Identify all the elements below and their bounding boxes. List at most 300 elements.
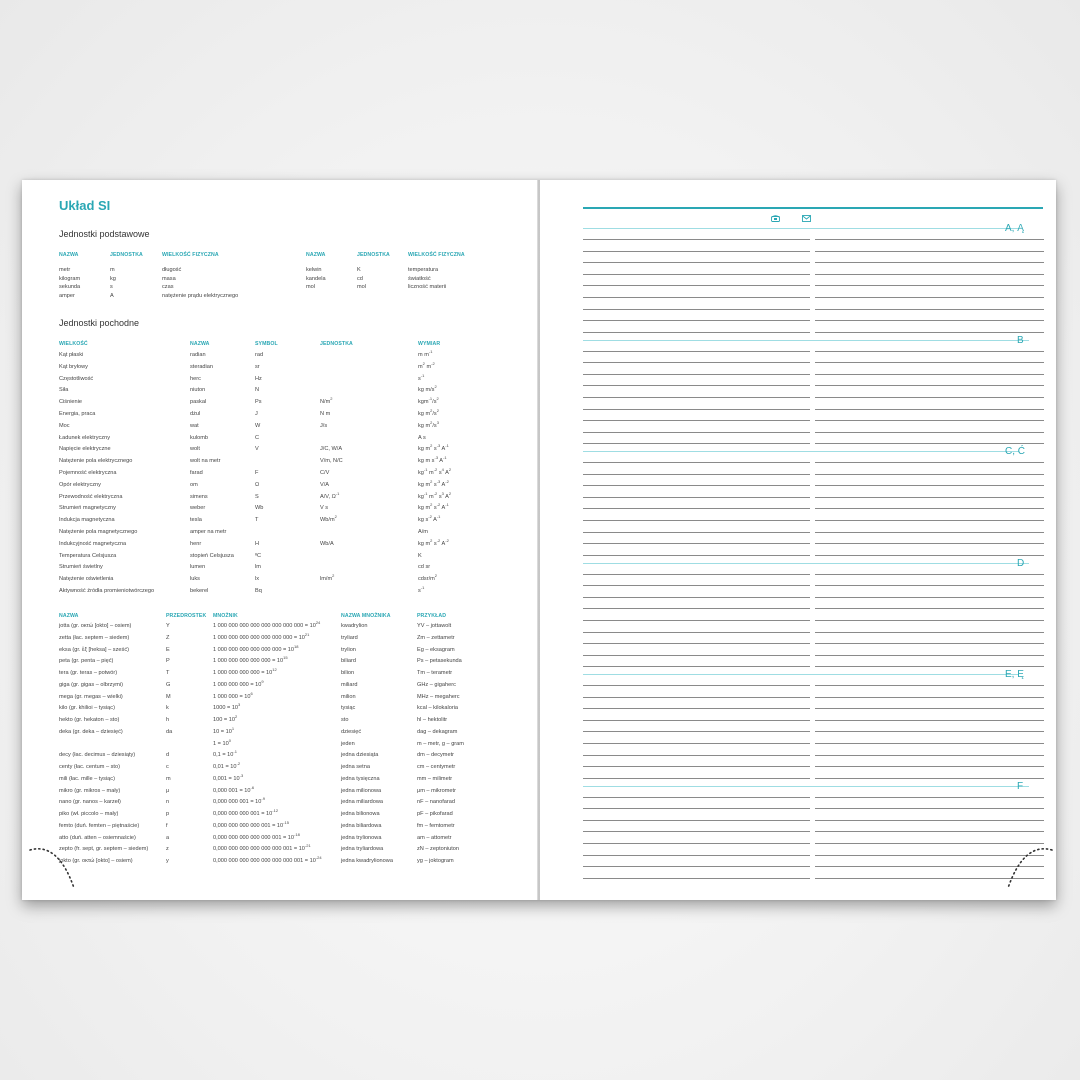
prefixes-cell: decy (łac. decimus – dziesiąty) xyxy=(59,752,136,759)
writing-line[interactable] xyxy=(583,251,810,252)
prefixes-cell: $0,001 = 10^{-3}$ xyxy=(213,772,244,782)
writing-line[interactable] xyxy=(815,778,1044,779)
prefixes-cell: E xyxy=(166,646,170,653)
derived-units-cell: wolt xyxy=(190,446,200,453)
prefixes-cell: Zm – zettametr xyxy=(417,634,455,641)
writing-line[interactable] xyxy=(583,720,810,721)
prefixes-cell: deka (gr. deka – dziesięć) xyxy=(59,728,123,735)
prefixes-cell: m xyxy=(166,775,171,782)
writing-line[interactable] xyxy=(815,820,1044,821)
derived-units-cell: lx xyxy=(255,576,260,583)
prefixes-cell: 1 000 000 $000 = 10^9$ xyxy=(213,678,264,688)
writing-line[interactable] xyxy=(583,866,810,867)
writing-line[interactable] xyxy=(815,274,1044,275)
prefixes-header: PRZYKŁAD xyxy=(417,613,447,619)
derived-units-cell: Natężenie pola magnetycznego xyxy=(59,529,138,535)
email-icon xyxy=(802,215,811,222)
writing-line[interactable] xyxy=(815,731,1044,732)
section-rule xyxy=(583,451,1019,452)
prefixes-header: NAZWA xyxy=(59,613,79,619)
left-page xyxy=(22,180,538,900)
base-units-cell: światłość xyxy=(408,275,431,282)
writing-line[interactable] xyxy=(815,543,1044,544)
derived-units-cell: Strumień świetlny xyxy=(59,564,103,571)
prefixes-cell: zepto (fr. sept, gr. septem – siedem) xyxy=(59,846,149,853)
derived-units-header: WYMIAR xyxy=(418,341,441,347)
derived-units-cell: $N/m^2$ xyxy=(320,396,333,406)
derived-units-cell: J xyxy=(255,411,258,417)
prefixes-cell: jedna trylionowa xyxy=(341,834,382,841)
prefixes-cell: $100 = 10^2$ xyxy=(213,714,238,723)
prefixes-cell: jeden xyxy=(341,740,355,747)
writing-line[interactable] xyxy=(583,708,810,709)
prefixes-cell: mega (gr. megas – wielki) xyxy=(59,693,123,700)
base-units-cell: kilogram xyxy=(59,275,81,282)
derived-units-cell: V/A xyxy=(320,481,330,488)
writing-line[interactable] xyxy=(583,743,810,744)
corner-dots-decoration-right xyxy=(1002,844,1054,894)
phone-icon xyxy=(771,215,780,222)
prefixes-cell: 1 000 000 000 000 000 000 $000 = 10^{21}$ xyxy=(213,631,310,641)
prefixes-cell: Tm – terametr xyxy=(417,670,453,676)
base-units-cell: natężenie prądu elektrycznego xyxy=(162,292,239,299)
derived-units-cell: wolt na metr xyxy=(190,458,221,465)
derived-units-header: JEDNOSTKA xyxy=(320,341,353,347)
writing-line[interactable] xyxy=(815,332,1044,333)
writing-line[interactable] xyxy=(583,685,810,686)
base-units-cell: kandela xyxy=(306,275,326,282)
writing-line[interactable] xyxy=(815,743,1044,744)
writing-line[interactable] xyxy=(583,508,810,509)
writing-line[interactable] xyxy=(815,462,1044,463)
derived-units-cell: kg $m^2$ $s^{-3}$ $A^{-1}$ xyxy=(418,443,449,453)
derived-units-cell: cdsr/$m^2$ xyxy=(418,573,438,583)
prefixes-cell: jedna kwadrylionowa xyxy=(341,858,393,864)
derived-units-cell: kg $m/s^2$ xyxy=(418,384,437,394)
derived-units-cell: Kąt bryłowy xyxy=(59,363,88,370)
writing-line[interactable] xyxy=(815,497,1044,498)
writing-line[interactable] xyxy=(815,643,1044,644)
derived-units-cell: $m^2$ $m^{-2}$ xyxy=(418,360,435,370)
writing-line[interactable] xyxy=(815,351,1044,352)
writing-line[interactable] xyxy=(583,620,810,621)
derived-units-cell: bekerel xyxy=(190,588,209,594)
prefixes-cell: μ xyxy=(166,787,170,794)
prefixes-cell: dag – dekagram xyxy=(417,728,458,735)
prefixes-cell: $1 = 10^0$ xyxy=(213,737,231,747)
writing-line[interactable] xyxy=(583,420,810,421)
prefixes-header: NAZWA MNOŻNIKA xyxy=(341,613,391,619)
writing-line[interactable] xyxy=(583,274,810,275)
writing-line[interactable] xyxy=(583,555,810,556)
derived-units-cell: henr xyxy=(190,540,202,547)
writing-line[interactable] xyxy=(815,297,1044,298)
prefixes-cell: 1 000 000 000 000 000 000 000 $000 = 10^{24}$ xyxy=(213,620,321,629)
base-units-cell: mol xyxy=(357,284,367,290)
base-units-cell: sekunda xyxy=(59,284,81,290)
prefixes-cell: 0,000 000 $001 = 10^{-9}$ xyxy=(213,796,265,806)
base-units-cell: czas xyxy=(162,284,174,290)
prefixes-cell: GHz – gigaherc xyxy=(417,681,456,688)
derived-units-cell: dżul xyxy=(190,411,201,417)
derived-units-cell: A/m xyxy=(418,529,428,535)
writing-line[interactable] xyxy=(815,385,1044,386)
prefixes-cell: jedna setna xyxy=(341,764,370,770)
prefixes-cell: G xyxy=(166,681,171,688)
writing-line[interactable] xyxy=(583,643,810,644)
prefixes-cell: kilo (gr. khilioi – tysiąc) xyxy=(59,705,115,712)
writing-line[interactable] xyxy=(815,520,1044,521)
prefixes-cell: 0,000 000 000 000 $001 = 10^{-15}$ xyxy=(213,819,289,829)
prefixes-cell: 0,000 000 000 $001 = 10^{-12}$ xyxy=(213,808,279,817)
writing-line[interactable] xyxy=(583,520,810,521)
derived-units-heading: Jednostki pochodne xyxy=(59,318,140,328)
page-title: Układ SI xyxy=(59,198,111,213)
derived-units-cell: kg $m^2/s^2$ xyxy=(418,408,439,417)
writing-line[interactable] xyxy=(815,766,1044,767)
writing-line[interactable] xyxy=(583,497,810,498)
writing-line[interactable] xyxy=(583,262,810,263)
writing-line[interactable] xyxy=(815,555,1044,556)
writing-line[interactable] xyxy=(583,574,810,575)
writing-line[interactable] xyxy=(583,878,810,879)
writing-line[interactable] xyxy=(815,685,1044,686)
writing-line[interactable] xyxy=(815,420,1044,421)
derived-units-cell: C xyxy=(255,434,260,441)
base-units-cell: mol xyxy=(306,284,316,290)
writing-line[interactable] xyxy=(583,332,810,333)
writing-line[interactable] xyxy=(815,251,1044,252)
writing-line[interactable] xyxy=(815,309,1044,310)
prefixes-cell: tera (gr. teras – potwór) xyxy=(59,670,118,676)
writing-line[interactable] xyxy=(815,755,1044,756)
prefixes-header: MNOŻNIK xyxy=(213,613,238,619)
derived-units-cell: V/m, N/C xyxy=(320,458,343,465)
writing-line[interactable] xyxy=(815,620,1044,621)
prefixes-cell: $0,01 = 10^{-2}$ xyxy=(213,761,241,770)
prefixes-cell: jokto (gr. οκτώ [okto] – osiem) xyxy=(59,858,133,864)
derived-units-cell: kg $m^2/s^3$ xyxy=(418,419,439,429)
derived-units-cell: Siła xyxy=(59,387,69,394)
prefixes-cell: y xyxy=(166,858,169,864)
writing-line[interactable] xyxy=(815,532,1044,533)
section-letter: E, Ę xyxy=(1005,669,1024,680)
derived-units-cell: weber xyxy=(190,505,206,512)
writing-line[interactable] xyxy=(583,697,810,698)
writing-line[interactable] xyxy=(583,597,810,598)
derived-units-cell: C/V xyxy=(320,470,330,476)
prefixes-cell: $10 = 10^1$ xyxy=(213,725,235,735)
prefixes-cell: nF – nanofarad xyxy=(417,799,455,806)
writing-line[interactable] xyxy=(583,474,810,475)
prefixes-cell: tysiąc xyxy=(341,705,356,712)
prefixes-cell: hekto (gr. hekaton – sto) xyxy=(59,717,120,723)
writing-line[interactable] xyxy=(583,485,810,486)
prefixes-cell: fm – femtometr xyxy=(417,822,455,829)
writing-line[interactable] xyxy=(815,474,1044,475)
base-units-heading: Jednostki podstawowe xyxy=(59,229,150,239)
prefixes-cell: μm – mikrometr xyxy=(417,787,456,794)
prefixes-cell: d xyxy=(166,752,170,759)
writing-line[interactable] xyxy=(815,708,1044,709)
writing-line[interactable] xyxy=(815,397,1044,398)
writing-line[interactable] xyxy=(815,608,1044,609)
writing-line[interactable] xyxy=(583,543,810,544)
prefixes-cell: jedna dziesiąta xyxy=(341,752,379,759)
prefixes-cell: mm – milimetr xyxy=(417,775,453,782)
derived-units-cell: Temperatura Celsjusza xyxy=(59,552,117,559)
derived-units-cell: stopień Celsjusza xyxy=(190,552,234,559)
prefixes-cell: am – attometr xyxy=(417,834,452,841)
writing-line[interactable] xyxy=(583,843,810,844)
derived-units-cell: kg $m^2$ $s^{-3}$ $A^{-2}$ xyxy=(418,478,449,488)
writing-line[interactable] xyxy=(815,443,1044,444)
writing-line[interactable] xyxy=(583,585,810,586)
derived-units-cell: N xyxy=(255,387,260,394)
prefixes-cell: milion xyxy=(341,693,356,700)
prefixes-cell: 0,000 000 000 000 000 $001 = 10^{-18}$ xyxy=(213,831,300,841)
prefixes-cell: dziesięć xyxy=(341,728,362,735)
section-letter: A, Ą xyxy=(1005,223,1024,234)
prefixes-cell: p xyxy=(166,811,170,817)
writing-line[interactable] xyxy=(583,797,810,798)
writing-line[interactable] xyxy=(815,632,1044,633)
derived-units-header: SYMBOL xyxy=(255,341,278,347)
derived-units-cell: Wb/A xyxy=(320,540,334,547)
writing-line[interactable] xyxy=(815,285,1044,286)
writing-line[interactable] xyxy=(815,409,1044,410)
prefixes-cell: 1 000 000 000 000 $000 = 10^{15}$ xyxy=(213,655,288,665)
section-rule xyxy=(583,674,1019,675)
prefixes-cell: jedna bilionowa xyxy=(341,811,380,817)
base-units-header: JEDNOSTKA xyxy=(357,252,390,258)
prefixes-cell: Eg – eksagram xyxy=(417,646,455,653)
derived-units-cell: kulomb xyxy=(190,434,209,441)
prefixes-cell: giga (gr. gigas – olbrzymi) xyxy=(59,681,124,688)
prefixes-cell: f xyxy=(166,822,168,829)
derived-units-cell: kg $m^2$ $s^{-2}$ $A^{-2}$ xyxy=(418,537,449,547)
writing-line[interactable] xyxy=(583,855,810,856)
derived-units-cell: farad xyxy=(190,470,203,476)
base-units-cell: cd xyxy=(357,275,363,282)
writing-line[interactable] xyxy=(583,285,810,286)
prefixes-cell: jotta (gr. οκτώ [okto] – osiem) xyxy=(59,623,132,629)
writing-line[interactable] xyxy=(583,778,810,779)
prefixes-cell: M xyxy=(166,693,171,700)
derived-units-cell: steradian xyxy=(190,363,214,370)
writing-line[interactable] xyxy=(815,808,1044,809)
derived-units-cell: amper na metr xyxy=(190,529,227,535)
writing-line[interactable] xyxy=(583,239,810,240)
prefixes-cell: mikro (gr. mikros – mały) xyxy=(59,787,121,794)
writing-line[interactable] xyxy=(583,385,810,386)
writing-line[interactable] xyxy=(583,808,810,809)
right-page xyxy=(540,180,1056,900)
base-units-cell: A xyxy=(110,292,114,299)
writing-line[interactable] xyxy=(815,697,1044,698)
section-letter: F xyxy=(1017,780,1024,792)
prefixes-cell: atto (duń. atten – osiemnaście) xyxy=(59,834,136,841)
prefixes-cell: MHz – megaherc xyxy=(417,693,460,700)
derived-units-cell: V xyxy=(255,446,259,453)
prefixes-cell: 0,000 000 000 000 000 000 $001 = 10^{-21}$ xyxy=(213,843,311,853)
prefixes-cell: biliard xyxy=(341,658,356,665)
derived-units-cell: $kg^{-1}$ $m^{-2}$ $s^3$ $A^2$ xyxy=(418,490,452,500)
writing-line[interactable] xyxy=(583,731,810,732)
writing-line[interactable] xyxy=(583,462,810,463)
derived-units-cell: T xyxy=(255,517,259,524)
prefixes-cell: kcal – kilokaloria xyxy=(417,705,459,712)
writing-line[interactable] xyxy=(583,443,810,444)
writing-line[interactable] xyxy=(815,432,1044,433)
writing-line[interactable] xyxy=(583,820,810,821)
prefixes-cell: n xyxy=(166,799,170,806)
derived-units-cell: Pojemność elektryczna xyxy=(59,470,117,476)
derived-units-cell: Strumień magnetyczny xyxy=(59,505,116,512)
derived-units-cell: Bq xyxy=(255,588,262,594)
base-units-header: WIELKOŚĆ FIZYCZNA xyxy=(162,252,219,258)
writing-line[interactable] xyxy=(815,508,1044,509)
prefixes-cell: c xyxy=(166,764,169,770)
derived-units-cell: Hz xyxy=(255,375,262,382)
prefixes-cell: 1 000 $000 = 10^6$ xyxy=(213,690,253,700)
prefixes-cell: jedna tryliardowa xyxy=(341,846,384,853)
base-units-header: WIELKOŚĆ FIZYCZNA xyxy=(408,252,465,258)
derived-units-cell: $s^{-1}$ xyxy=(418,585,425,594)
derived-units-cell: V s xyxy=(320,505,329,512)
derived-units-cell: ºC xyxy=(255,552,262,559)
writing-line[interactable] xyxy=(583,831,810,832)
section-rule xyxy=(583,786,1029,787)
writing-line[interactable] xyxy=(583,320,810,321)
base-units-cell: długość xyxy=(162,267,182,273)
prefixes-cell: centy (łac. centum – sto) xyxy=(59,764,120,770)
writing-line[interactable] xyxy=(583,755,810,756)
writing-line[interactable] xyxy=(583,666,810,667)
derived-units-cell: lm xyxy=(255,564,261,571)
base-units-cell: K xyxy=(357,267,361,273)
prefixes-cell: Z xyxy=(166,634,170,641)
base-units-cell: kg xyxy=(110,275,116,282)
writing-line[interactable] xyxy=(583,608,810,609)
base-units-cell: metr xyxy=(59,267,71,273)
writing-line[interactable] xyxy=(583,532,810,533)
section-rule xyxy=(583,228,1019,229)
base-units-cell: masa xyxy=(162,275,176,282)
writing-line[interactable] xyxy=(583,409,810,410)
writing-line[interactable] xyxy=(815,485,1044,486)
derived-units-cell: $lm/m^2$ xyxy=(320,573,335,583)
writing-line[interactable] xyxy=(815,597,1044,598)
writing-line[interactable] xyxy=(583,655,810,656)
base-units-cell: amper xyxy=(59,292,75,299)
prefixes-cell: z xyxy=(166,846,169,853)
writing-line[interactable] xyxy=(583,351,810,352)
derived-units-cell: W xyxy=(255,422,261,429)
base-units-header: JEDNOSTKA xyxy=(110,252,143,258)
writing-line[interactable] xyxy=(815,585,1044,586)
prefixes-cell: femto (duń. femten – piętnaście) xyxy=(59,822,140,829)
prefixes-cell: yg – joktogram xyxy=(417,858,454,864)
derived-units-cell: J/C, W/A xyxy=(320,446,343,453)
derived-units-cell: Ciśnienie xyxy=(59,399,83,406)
derived-units-cell: N m xyxy=(320,411,331,417)
writing-line[interactable] xyxy=(815,320,1044,321)
writing-line[interactable] xyxy=(583,309,810,310)
writing-line[interactable] xyxy=(583,374,810,375)
prefixes-cell: jedna biliardowa xyxy=(341,822,382,829)
base-units-cell: liczność materii xyxy=(408,284,447,290)
derived-units-cell: Energia, praca xyxy=(59,411,96,417)
derived-units-cell: m $m^{-1}$ xyxy=(418,349,433,358)
derived-units-cell: luks xyxy=(190,576,200,583)
writing-line[interactable] xyxy=(815,655,1044,656)
prefixes-cell: P xyxy=(166,658,170,665)
derived-units-cell: $kgm^{-1}/s^2$ xyxy=(418,396,439,406)
prefixes-cell: eksa (gr. ἕξ [heksa] – sześć) xyxy=(59,646,129,653)
writing-line[interactable] xyxy=(815,262,1044,263)
writing-line[interactable] xyxy=(583,766,810,767)
prefixes-cell: k xyxy=(166,705,169,712)
derived-units-cell: $kg^{-1}$ $m^{-2}$ $s^4$ $A^2$ xyxy=(418,467,452,476)
writing-line[interactable] xyxy=(815,374,1044,375)
corner-dots-decoration xyxy=(28,844,80,894)
derived-units-cell: Ps xyxy=(255,399,262,406)
prefixes-cell: m – metr, g – gram xyxy=(417,740,464,747)
prefixes-cell: dm – decymetr xyxy=(417,752,454,759)
prefixes-cell: jedna miliardowa xyxy=(341,799,383,806)
derived-units-cell: Ładunek elektryczny xyxy=(59,434,110,441)
writing-line[interactable] xyxy=(583,397,810,398)
writing-line[interactable] xyxy=(583,432,810,433)
derived-units-cell: Indukcyjność magnetyczna xyxy=(59,540,127,547)
prefixes-cell: T xyxy=(166,670,170,676)
derived-units-cell: kg $m^2$ $s^{-2}$ $A^{-1}$ xyxy=(418,502,449,512)
writing-line[interactable] xyxy=(815,831,1044,832)
writing-line[interactable] xyxy=(815,666,1044,667)
prefixes-cell: h xyxy=(166,717,170,723)
derived-units-cell: cd sr xyxy=(418,564,431,571)
derived-units-cell: A/V, $\Omega^{-1}$ xyxy=(320,490,340,500)
writing-line[interactable] xyxy=(815,239,1044,240)
section-letter: C, Ć xyxy=(1005,446,1025,457)
writing-line[interactable] xyxy=(815,362,1044,363)
derived-units-cell: Napięcie elektryczne xyxy=(59,446,111,453)
writing-line[interactable] xyxy=(583,632,810,633)
prefixes-cell: tryliard xyxy=(341,634,358,641)
section-rule xyxy=(583,563,1029,564)
writing-line[interactable] xyxy=(815,720,1044,721)
prefixes-cell: miliard xyxy=(341,681,358,688)
derived-units-cell: kg $s^{-2}$ $A^{-1}$ xyxy=(418,514,441,524)
derived-units-cell: kg m $s^{-3}$ $A^{-1}$ xyxy=(418,455,447,465)
derived-units-cell: $s^{-1}$ xyxy=(418,372,425,382)
writing-line[interactable] xyxy=(583,362,810,363)
writing-line[interactable] xyxy=(583,297,810,298)
writing-line[interactable] xyxy=(815,797,1044,798)
base-units-cell: m xyxy=(110,267,115,273)
derived-units-cell: $Wb/m^2$ xyxy=(320,514,337,524)
derived-units-cell: paskal xyxy=(190,399,207,406)
derived-units-cell: Natężenie oświetlenia xyxy=(59,576,114,583)
section-letter: D xyxy=(1017,557,1025,569)
derived-units-cell: Częstotliwość xyxy=(59,375,94,382)
prefixes-header: PRZEDROSTEK xyxy=(166,613,207,619)
prefixes-cell: pF – pikofarad xyxy=(417,811,453,817)
prefixes-cell: hl – hektolitr xyxy=(417,717,448,723)
writing-line[interactable] xyxy=(815,574,1044,575)
derived-units-cell: Moc xyxy=(59,422,70,429)
